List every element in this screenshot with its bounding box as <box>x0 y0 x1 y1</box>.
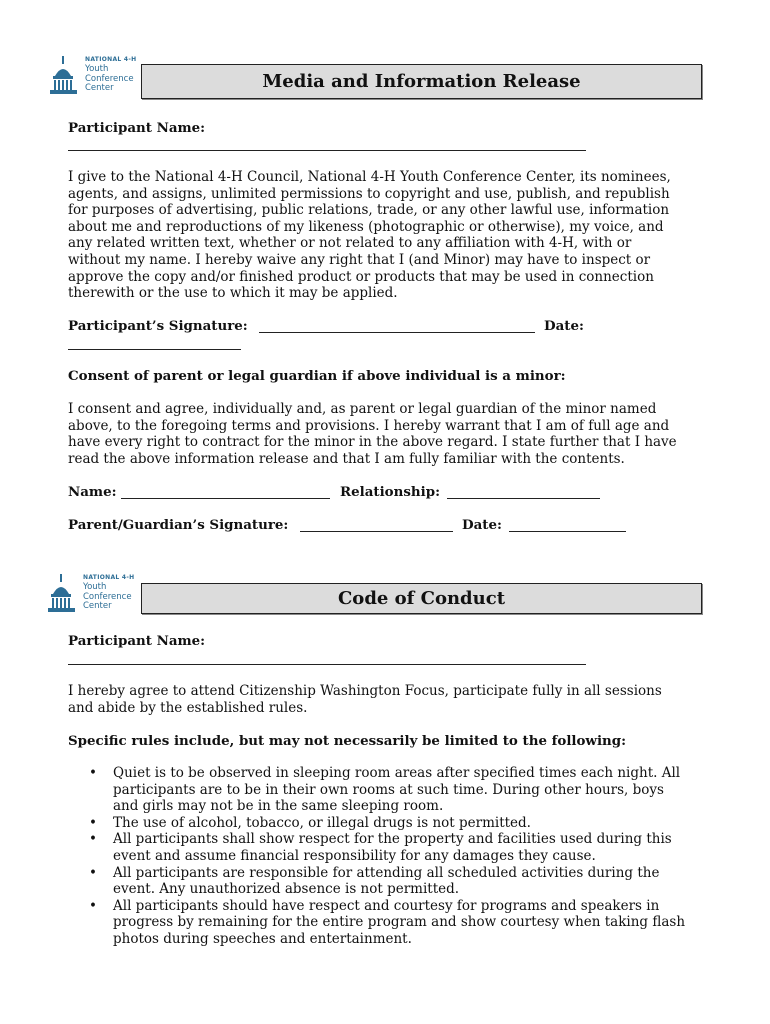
rule-text-line: All participants shall show respect for the property and facilities used during this <box>113 831 672 848</box>
logo-text-center: Center <box>83 601 112 611</box>
logo-text-conference: Conference <box>85 73 134 84</box>
logo-text-national: NATIONAL 4-H <box>85 56 137 63</box>
rule-text-line: participants are to be in their own rooms at such time. During other hours, boys <box>113 781 664 798</box>
participant-date-line[interactable] <box>68 349 241 350</box>
logo-text-youth: Youth <box>85 64 109 74</box>
organization-logo <box>50 56 140 96</box>
bullet-icon: • <box>89 831 97 848</box>
release-paragraph-line: agents, and assigns, unlimited permissions to copyright and use, publish, and republish <box>68 185 670 202</box>
organization-logo-2 <box>48 574 138 614</box>
release-paragraph-line: I give to the National 4-H Council, National 4-H Youth Conference Center, its nominees, <box>68 169 671 185</box>
release-paragraph <box>68 169 708 302</box>
consent-heading: Consent of parent or legal guardian if above individual is a minor: <box>68 368 566 384</box>
rule-text-line: All participants should have respect and courtesy for programs and speakers in <box>113 897 660 914</box>
rule-text-line: The use of alcohol, tobacco, or illegal drugs is not permitted. <box>113 814 531 831</box>
guardian-date-label: Date: <box>462 517 502 533</box>
guardian-signature-label: Parent/Guardian’s Signature: <box>68 517 289 533</box>
consent-paragraph <box>68 401 708 467</box>
participant-signature-label: Participant’s Signature: <box>68 318 248 334</box>
guardian-name-label: Name: <box>68 484 117 500</box>
consent-paragraph-line: read the above information release and that I am fully familiar with the contents. <box>68 450 625 467</box>
logo-text-national: NATIONAL 4-H <box>83 574 135 581</box>
rules-list <box>68 765 718 948</box>
rule-text-line: event and assume financial responsibility for any damages they cause. <box>113 847 596 864</box>
rule-item <box>68 898 718 948</box>
consent-paragraph-line: above, to the foregoing terms and provisions. I hereby warrant that I am of full age and <box>68 417 670 434</box>
guardian-date-line[interactable] <box>509 531 626 532</box>
capitol-dome-icon <box>50 56 84 96</box>
relationship-label: Relationship: <box>340 484 441 500</box>
consent-paragraph-line: have every right to contract for the minor in the above regard. I state further that I have <box>68 434 677 451</box>
rule-item <box>68 831 718 864</box>
participant-date-label: Date: <box>544 318 584 334</box>
media-release-title: Media and Information Release <box>141 64 702 99</box>
release-paragraph-line: about me and reproductions of my likeness (photographic or otherwise), my voice, and <box>68 218 664 235</box>
rule-item <box>68 815 718 832</box>
relationship-line[interactable] <box>447 498 600 499</box>
guardian-name-line[interactable] <box>121 498 330 499</box>
capitol-dome-icon <box>48 574 82 614</box>
rule-item <box>68 865 718 898</box>
rule-item <box>68 765 718 815</box>
logo-text-youth: Youth <box>83 582 107 592</box>
consent-paragraph-line: I consent and agree, individually and, as parent or legal guardian of the minor named <box>68 401 657 417</box>
conduct-intro-line: and abide by the established rules. <box>68 699 308 716</box>
logo-text-center: Center <box>85 83 114 93</box>
logo-text-conference: Conference <box>83 591 132 602</box>
participant-signature-line[interactable] <box>259 332 535 333</box>
release-paragraph-line: without my name. I hereby waive any right that I (and Minor) may have to inspect or <box>68 251 651 268</box>
conduct-intro-line: I hereby agree to attend Citizenship Washington Focus, participate fully in all sessions <box>68 683 662 699</box>
release-paragraph-line: therewith or the use to which it may be applied. <box>68 285 398 302</box>
rule-text-line: All participants are responsible for attending all scheduled activities during the <box>113 864 660 881</box>
rules-heading: Specific rules include, but may not necessarily be limited to the following: <box>68 733 627 749</box>
release-paragraph-line: for purposes of advertising, public relations, trade, or any other lawful use, information <box>68 202 670 219</box>
guardian-signature-line[interactable] <box>300 531 453 532</box>
bullet-icon: • <box>89 814 97 831</box>
rule-text-line: progress by remaining for the entire program and show courtesy when taking flash <box>113 914 686 931</box>
release-paragraph-line: approve the copy and/or finished product or products that may be used in connection <box>68 268 654 285</box>
rule-text-line: Quiet is to be observed in sleeping room areas after specified times each night. All <box>113 765 681 781</box>
conduct-participant-name-line[interactable] <box>68 664 586 665</box>
code-of-conduct-title: Code of Conduct <box>141 583 702 614</box>
rule-text-line: event. Any unauthorized absence is not permitted. <box>113 881 460 898</box>
release-paragraph-line: any related written text, whether or not related to any affiliation with 4-H, with or <box>68 235 632 252</box>
rule-text-line: and girls may not be in the same sleeping room. <box>113 798 444 815</box>
participant-name-label: Participant Name: <box>68 120 206 136</box>
bullet-icon: • <box>89 864 97 881</box>
conduct-intro-paragraph <box>68 683 708 716</box>
conduct-participant-name-label: Participant Name: <box>68 633 206 649</box>
bullet-icon: • <box>89 897 97 914</box>
bullet-icon: • <box>89 765 97 781</box>
participant-name-line[interactable] <box>68 150 586 151</box>
rule-text-line: photos during speeches and entertainment. <box>113 930 412 947</box>
